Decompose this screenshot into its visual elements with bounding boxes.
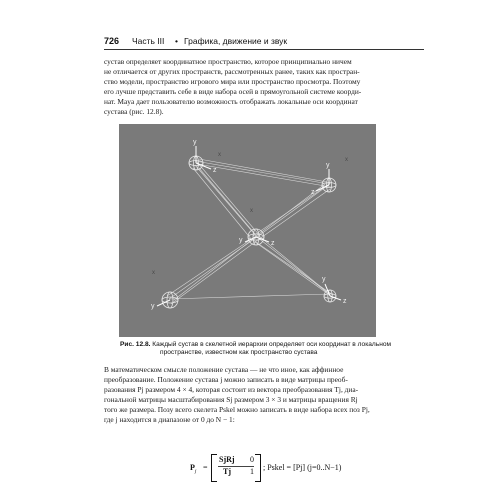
text-line: ство модели, пространство игрового мира или пространство просмотра. Поэтому: [104, 76, 361, 86]
matrix-cell: Tj: [223, 467, 231, 476]
paragraph-intro: [104, 57, 422, 116]
skeleton-joints-figure: [119, 124, 376, 337]
text-line: его лучше представить себе в виде набора осей в прямоугольной системе коорди-: [104, 86, 362, 96]
axis-label-x: x: [345, 157, 348, 163]
axis-label-z: z: [271, 240, 275, 247]
text-line: преобразование. Положение сустава j можно записать в виде матрицы преоб-: [104, 374, 348, 384]
text-line: нат. Maya дает пользователю возможность отображать локальные оси координат: [104, 96, 358, 106]
text-line: разования Pj размером 4 × 4, которая состоит из вектора преобразования Tj, диа-: [104, 384, 359, 394]
axis-label-z: z: [311, 189, 315, 196]
matrix-cell: 0: [250, 455, 254, 464]
paragraph-math: [104, 365, 422, 424]
axis-label-y: y: [322, 276, 326, 283]
matrix-cell: 1: [250, 467, 254, 476]
pose-formula: [190, 452, 360, 482]
caption-line: [120, 341, 420, 349]
caption-text: Каждый сустав в скелетной иерархии определяет оси координат в локальном: [150, 341, 392, 348]
axis-label-y: y: [239, 237, 243, 244]
running-header: [104, 35, 424, 49]
matrix-right-bracket: [255, 454, 261, 482]
formula-rhs: ; Pskel = [Pj] (j=0..N−1): [263, 463, 342, 472]
text-line: сустава (рис. 12.8).: [104, 106, 164, 116]
caption-line: пространстве, известном как пространство сустава: [160, 349, 318, 357]
page-number: 726: [104, 36, 120, 46]
axis-label-y: y: [193, 139, 197, 146]
header-bullet: •: [175, 36, 178, 46]
header-rule: [104, 49, 424, 50]
chapter-title: Графика, движение и звук: [184, 36, 288, 46]
formula-lhs-subscript: j: [194, 468, 197, 475]
text-line: где j находится в диапазоне от 0 до N − 1:: [104, 414, 235, 424]
text-line: сустав определяет координатное пространство, которое принципиально ничем: [104, 57, 352, 66]
text-line: В математическом смысле положение сустава — не что иное, как аффинное: [104, 365, 344, 374]
axis-label-x: x: [250, 208, 253, 214]
axis-label-z: z: [213, 167, 217, 174]
axis-label-y: y: [151, 303, 155, 310]
figure-caption: [120, 341, 420, 358]
joint-axes-illustration: [119, 124, 376, 337]
matrix-cell: SjRj: [219, 455, 235, 464]
axis-label-x: x: [218, 152, 221, 158]
formula-lhs-symbol: P: [190, 463, 195, 472]
text-line: того же размера. Позу всего скелета Pskel можно записать в виде набора всех поз Pj,: [104, 404, 370, 414]
matrix-left-bracket: [211, 454, 217, 482]
axis-label-z: z: [343, 298, 347, 305]
part-label: Часть III: [132, 36, 165, 46]
text-line: гональной матрицы масштабирования Sj размером 3 × 3 и матрицы вращения Rj: [104, 394, 358, 404]
formula-equals: =: [203, 463, 208, 472]
axis-label-y: y: [326, 162, 330, 169]
text-line: не отличается от других пространств, рассмотренных ранее, таких как простран-: [104, 66, 360, 76]
axis-label-x: x: [152, 270, 155, 276]
figure-label: Рис. 12.8.: [120, 341, 151, 348]
formula-lhs: [190, 463, 196, 475]
